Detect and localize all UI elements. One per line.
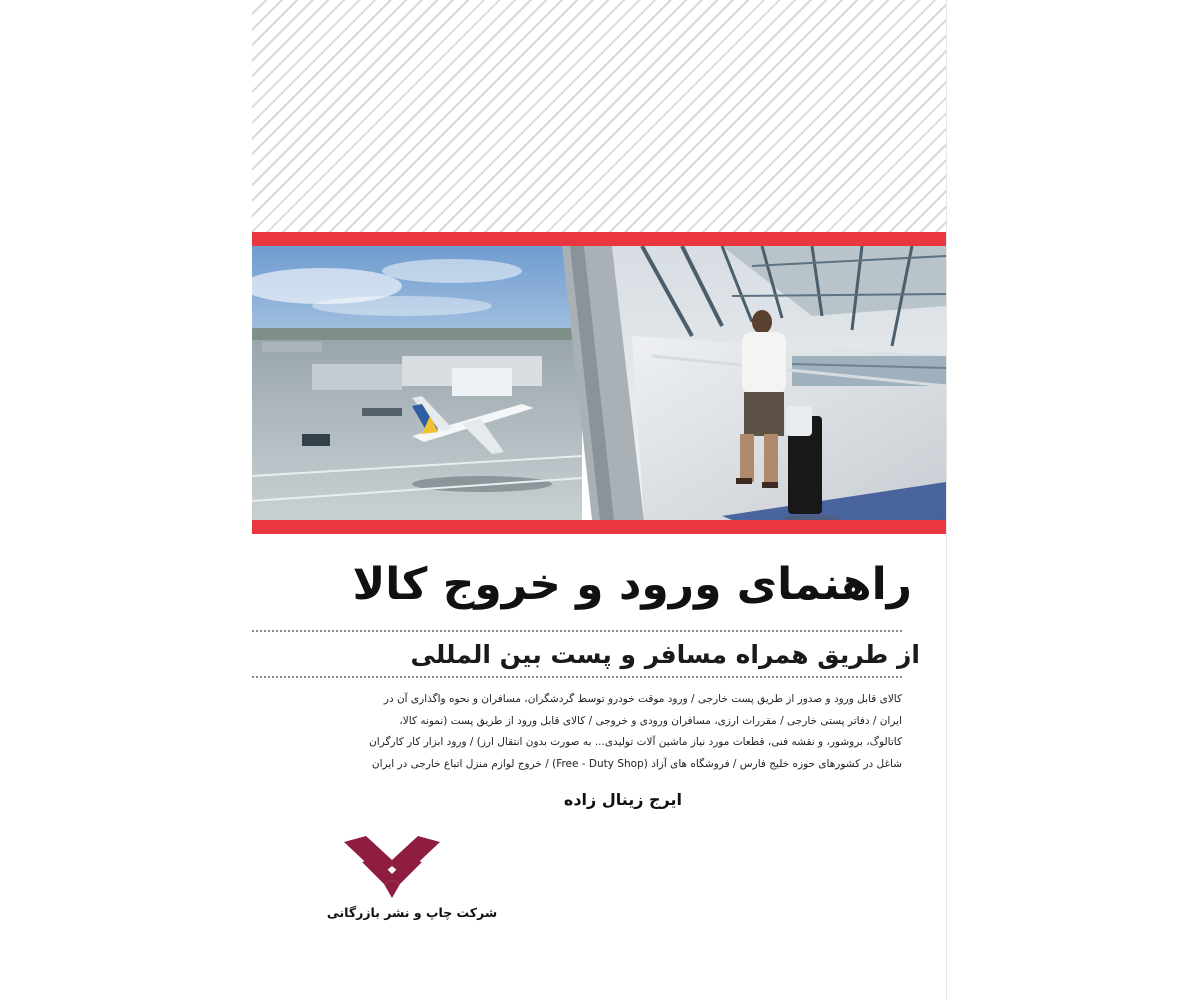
publisher-logo-icon [344,836,440,898]
book-cover [252,0,946,1000]
striped-header-pattern [252,0,946,232]
topics-list [342,689,902,775]
book-title: راهنمای ورود و خروج کالا [352,559,912,610]
dotted-divider [252,630,902,632]
book-subtitle: از طریق همراه مسافر و پست بین المللی [410,640,920,669]
author-name: ایرج زینال زاده [563,790,682,809]
topic-line: ایران / دفاتر پستی خارجی / مقررات ارزی، مسافران ورودی و خروجی / کالای قابل ورود از طریق پست (نمونه کالا، [399,714,902,727]
topic-line: شاغل در کشورهای حوزه خلیج فارس / فروشگاه های آزاد (Free - Duty Shop) / خروج لوازم منزل اتباع خارجی در ایران [371,757,902,770]
dotted-divider [252,676,902,678]
red-top-band [252,232,946,246]
publisher-name: شرکت چاپ و نشر بازرگانی [326,905,498,920]
topic-line: کاتالوگ، بروشور، و نقشه فنی، قطعات مورد نیاز ماشین آلات تولیدی... به صورت بدون انتقال ارز) / ورود ابزار کار کارگران [369,736,902,748]
airport-terminal-photo [252,246,946,520]
red-bottom-band [252,520,946,534]
topic-line: کالای قابل ورود و صدور از طریق پست خارجی / ورود موقت خودرو توسط گردشگران، مسافران و نحوه واگذاری آن در [383,693,902,705]
